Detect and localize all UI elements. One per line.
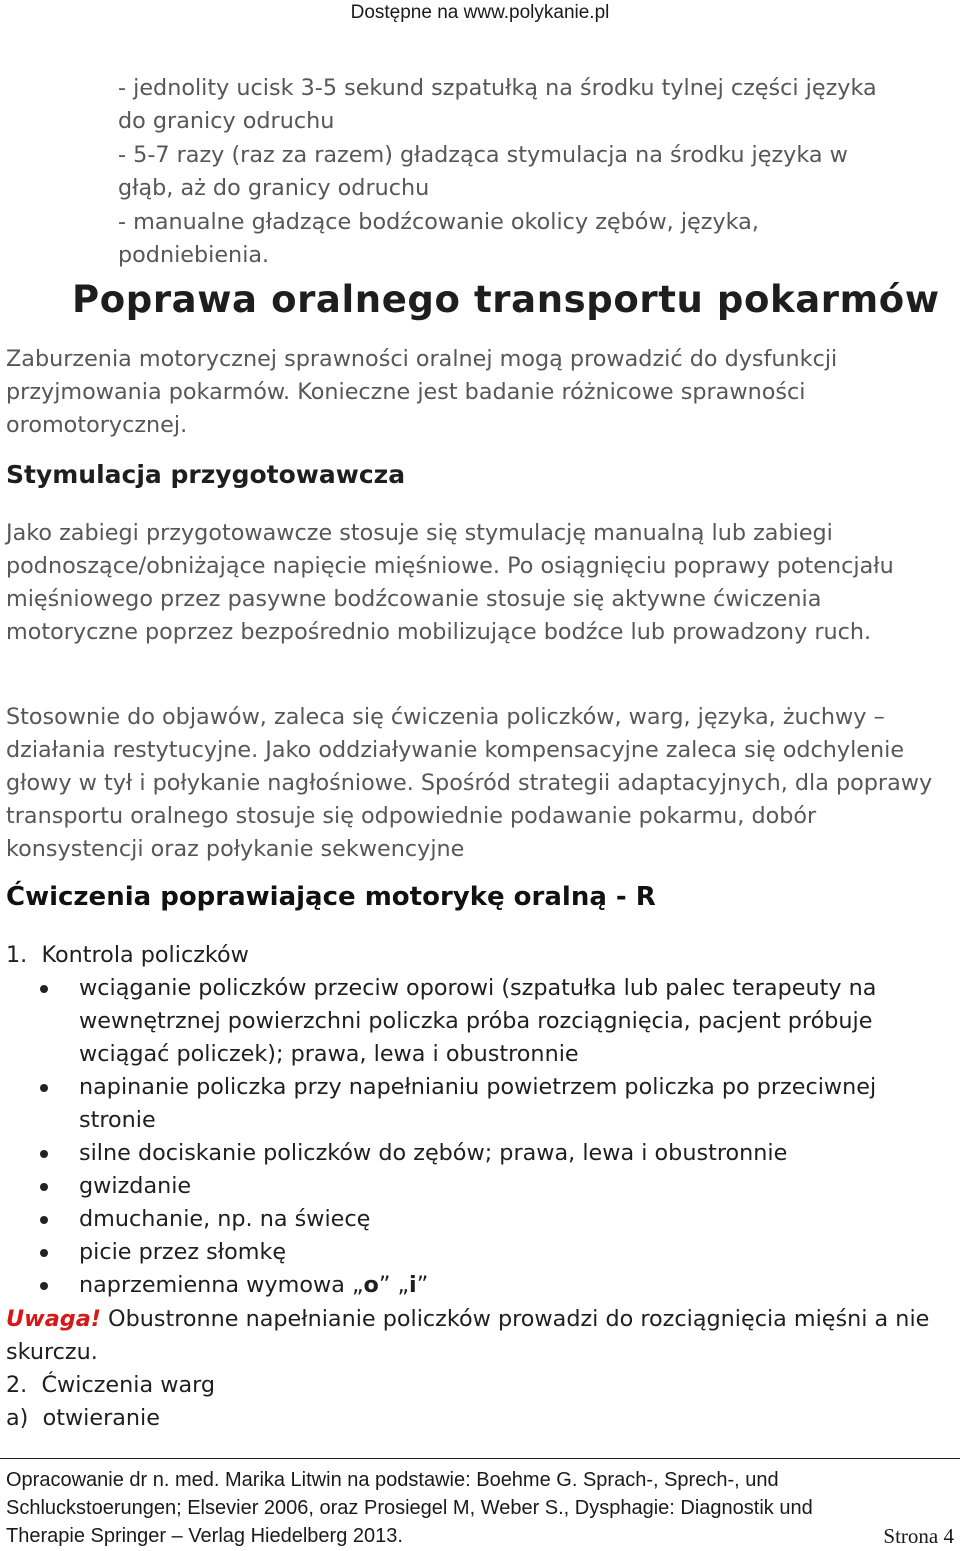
- intro-line: do granicy odruchu: [118, 108, 335, 134]
- footer-line: Therapie Springer – Verlag Hiedelberg 2013.: [6, 1525, 403, 1547]
- footer-line: Opracowanie dr n. med. Marika Litwin na podstawie: Boehme G. Sprach-, Sprech-, und: [6, 1469, 779, 1491]
- bullet-text-part: ”: [416, 1272, 429, 1298]
- bullet-text: [79, 1269, 954, 1302]
- intro-line: - manualne gładzące bodźcowanie okolicy zębów, języka,: [118, 209, 759, 235]
- page-footer: [6, 1466, 954, 1550]
- page-number: Strona 4: [883, 1524, 954, 1548]
- item-label: otwieranie: [42, 1405, 160, 1431]
- list-item-cheeks: [6, 939, 952, 972]
- page-header: Dostępne na www.polykanie.pl: [350, 2, 610, 23]
- bullet-text: wciąganie policzków przeciw oporowi (szpatułka lub palec terapeuty na wewnętrznej powierzchni policzka próba rozciągnięcia, pacjent próbuje wciągać policzek); prawa, lewa i obustronnie: [79, 975, 877, 1067]
- bullet-text: gwizdanie: [79, 1173, 192, 1199]
- bullet-icon: [40, 1216, 48, 1224]
- intro-line: głąb, aż do granicy odruchu: [118, 175, 430, 201]
- bullet-text: picie przez słomkę: [79, 1239, 287, 1265]
- intro-line: podniebienia.: [118, 242, 270, 268]
- paragraph-disorders: Zaburzenia motorycznej sprawności oralnej mogą prowadzić do dysfunkcji przyjmowania pokarmów. Konieczne jest badanie różnicowe sprawności oromotorycznej.: [6, 346, 838, 438]
- bullet-text: napinanie policzka przy napełnianiu powietrzem policzka po przeciwnej stronie: [79, 1074, 877, 1133]
- item-number: a): [6, 1405, 29, 1431]
- warning-text: Obustronne napełnianie policzków prowadzi do rozciągnięcia mięśni a nie skurczu.: [6, 1306, 930, 1365]
- item-label: Ćwiczenia warg: [41, 1372, 216, 1398]
- warning-note: [6, 1303, 952, 1369]
- section-heading-exercises: Ćwiczenia poprawiające motorykę oralną - R: [6, 882, 656, 912]
- footer-line: Schluckstoerungen; Elsevier 2006, oraz Prosiegel M, Weber S., Dysphagie: Diagnostik und: [6, 1497, 813, 1519]
- intro-line: - jednolity ucisk 3-5 sekund szpatułką na środku tylnej części języka: [118, 75, 877, 101]
- item-number: 1.: [6, 942, 28, 968]
- bullet-text-part: ” „: [378, 1272, 410, 1298]
- item-number: 2.: [6, 1372, 28, 1398]
- bullet-icon: [40, 1282, 48, 1290]
- bullet-icon: [40, 985, 48, 993]
- bullet-icon: [40, 1084, 48, 1092]
- warning-label: Uwaga!: [6, 1306, 101, 1332]
- section-heading-stimulation: Stymulacja przygotowawcza: [6, 460, 406, 489]
- bullet-text-part: naprzemienna wymowa „: [79, 1272, 364, 1298]
- paragraph-preparatory: Jako zabiegi przygotowawcze stosuje się stymulację manualną lub zabiegi podnoszące/obniżające napięcie mięśniowe. Po osiągnięciu poprawy potencjału mięśniowego przez pasywne bodźcowanie stosuje się aktywne ćwiczenia motoryczne poprzez bezpośrednio mobilizujące bodźce lub prowadzony ruch.: [6, 520, 894, 645]
- list-item-opening: [6, 1402, 952, 1435]
- footer-divider: [0, 1458, 960, 1459]
- vowel-i: i: [409, 1272, 417, 1298]
- section-heading-transport: Poprawa oralnego transportu pokarmów: [72, 278, 940, 321]
- vowel-o: o: [363, 1272, 379, 1298]
- bullet-icon: [40, 1249, 48, 1257]
- intro-line: - 5-7 razy (raz za razem) gładząca stymulacja na środku języka w: [118, 142, 848, 168]
- bullet-text: silne dociskanie policzków do zębów; prawa, lewa i obustronnie: [79, 1140, 788, 1166]
- list-item-lips: [6, 1369, 952, 1402]
- bullet-text: dmuchanie, np. na świecę: [79, 1206, 371, 1232]
- bullet-icon: [40, 1150, 48, 1158]
- bullet-icon: [40, 1183, 48, 1191]
- item-label: Kontrola policzków: [41, 942, 249, 968]
- paragraph-recommendations: Stosownie do objawów, zaleca się ćwiczenia policzków, warg, języka, żuchwy – działania restytucyjne. Jako oddziaływanie kompensacyjne zaleca się odchylenie głowy w tył i połykanie nagłośniowe. Spośród strategii adaptacyjnych, dla poprawy transportu oralnego stosuje się odpowiednie podawanie pokarmu, dobór konsystencji oraz połykanie sekwencyjne: [6, 704, 933, 862]
